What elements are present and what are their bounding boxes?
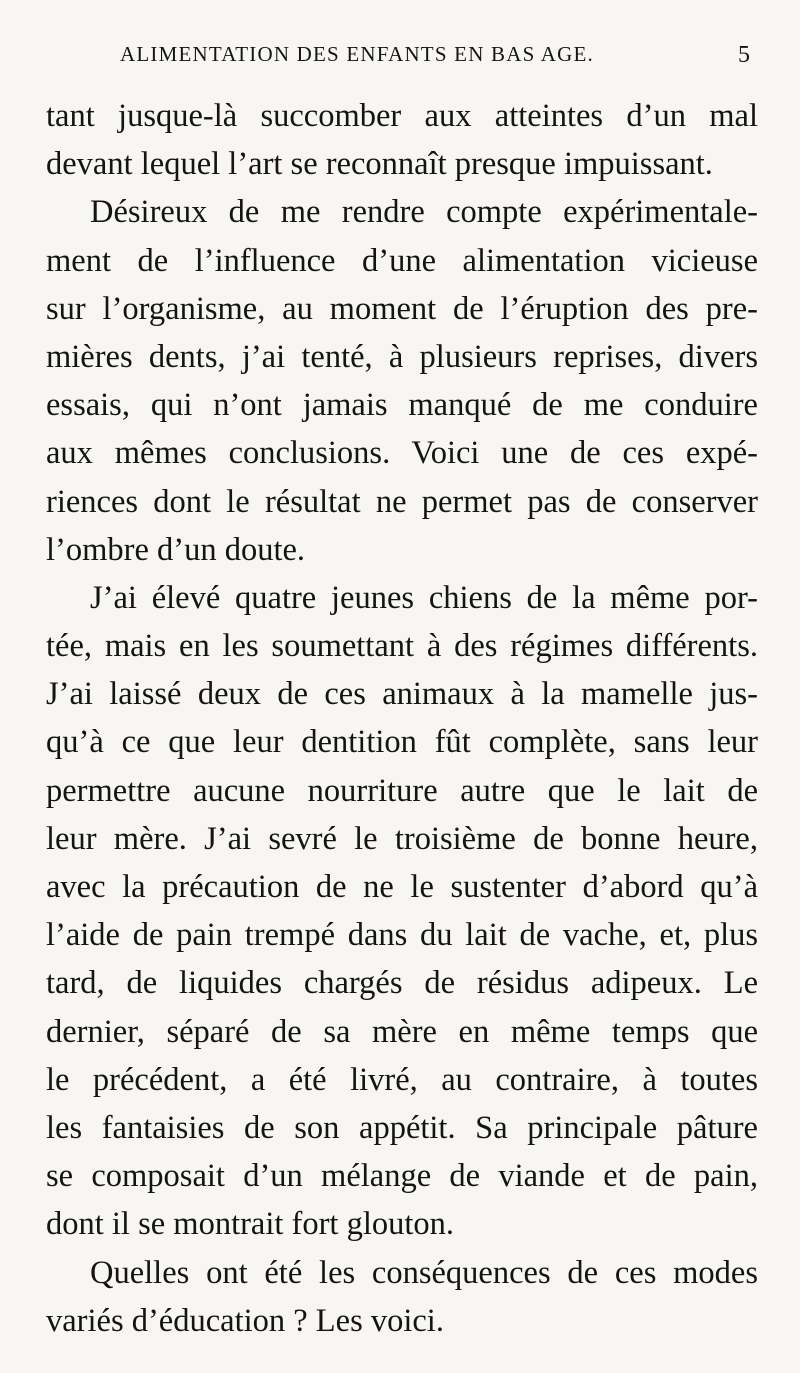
body-text: [46, 92, 758, 1345]
text-line: sur l’organisme, au moment de l’éruption des pre-: [46, 290, 758, 327]
text-line: tée, mais en les soumettant à des régimes différents.: [46, 628, 758, 665]
text-line: l’aide de pain trempé dans du lait de vache, et, plus: [46, 917, 758, 954]
page-number: 5: [738, 42, 750, 68]
paragraph: [46, 188, 758, 574]
text-line: variés d’éducation ? Les voici.: [46, 1302, 444, 1339]
text-line: qu’à ce que leur dentition fût complète, sans leur: [46, 724, 758, 761]
paragraph: [46, 1249, 758, 1345]
text-line: les fantaisies de son appétit. Sa principale pâture: [46, 1109, 758, 1146]
text-line: riences dont le résultat ne permet pas de conserver: [46, 483, 758, 520]
text-line: Quelles ont été les conséquences de ces modes: [90, 1254, 758, 1291]
text-line: essais, qui n’ont jamais manqué de me conduire: [46, 387, 758, 424]
running-title: ALIMENTATION DES ENFANTS EN BAS AGE.: [120, 42, 594, 66]
text-line: mières dents, j’ai tenté, à plusieurs reprises, divers: [46, 338, 758, 375]
text-line: J’ai laissé deux de ces animaux à la mamelle jus-: [46, 676, 758, 713]
page-header: [120, 42, 750, 78]
text-line: dont il se montrait fort glouton.: [46, 1206, 455, 1243]
text-line: permettre aucune nourriture autre que le lait de: [46, 772, 758, 809]
text-line: avec la précaution de ne le sustenter d’abord qu’à: [46, 869, 758, 905]
text-line: dernier, séparé de sa mère en même temps que: [46, 1013, 758, 1050]
text-line: le précédent, a été livré, au contraire, à toutes: [46, 1061, 758, 1098]
text-line: tard, de liquides chargés de résidus adipeux. Le: [46, 965, 758, 1002]
paragraph: [46, 92, 758, 188]
text-line: devant lequel l’art se reconnaît presque impuissant.: [46, 146, 713, 183]
text-line: J’ai élevé quatre jeunes chiens de la même por-: [90, 579, 758, 616]
text-line: se composait d’un mélange de viande et de pain,: [46, 1158, 758, 1195]
text-line: aux mêmes conclusions. Voici une de ces expé-: [46, 435, 758, 472]
text-line: ment de l’influence d’une alimentation vicieuse: [46, 242, 758, 279]
paragraph: [46, 574, 758, 1249]
text-line: Désireux de me rendre compte expérimentale-: [90, 194, 758, 231]
text-line: leur mère. J’ai sevré le troisième de bonne heure,: [46, 820, 758, 857]
text-line: tant jusque-là succomber aux atteintes d’un mal: [46, 98, 758, 134]
text-line: l’ombre d’un doute.: [46, 531, 306, 568]
